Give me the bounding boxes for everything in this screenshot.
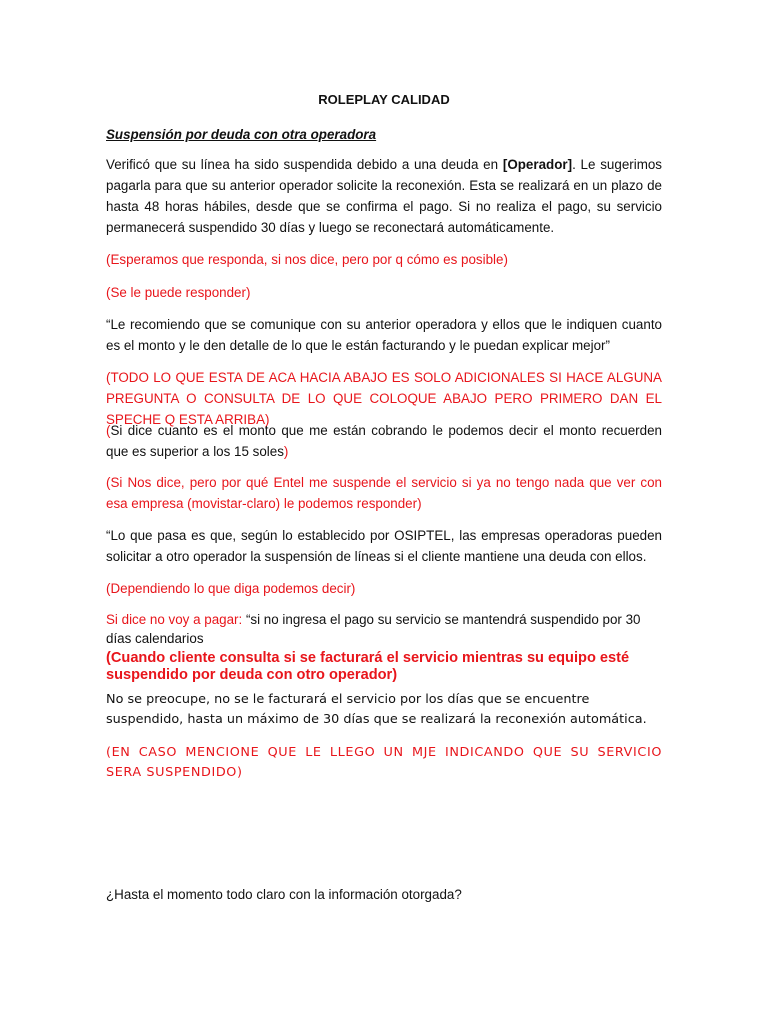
paragraph-intro-text-b: . Le sugerimos pagarla para que su anterior operador solicite la reconexión. Esta se realizará en un plazo de hasta 48 horas hábiles, desde que se confirma el pago. Si no realiza el pago, su servicio permanecerá suspendido 30 días y luego se reconectará automáticamente. bbox=[106, 157, 663, 235]
quote-osiptel: “Lo que pasa es que, según lo establecido por OSIPTEL, las empresas operadoras pueden solicitar a otro operador la suspensión de líneas si el cliente mantiene una deuda con ellos. bbox=[106, 528, 662, 564]
paragraph-amount bbox=[106, 420, 662, 462]
note-message-received: (EN CASO MENCIONE QUE LE LLEGO UN MJE INDICANDO QUE SU SERVICIO SERA SUSPENDIDO) bbox=[106, 745, 662, 780]
paren-close: ) bbox=[283, 444, 289, 459]
note-expected-response: (Esperamos que responda, si nos dice, pero por q cómo es posible) bbox=[106, 252, 508, 267]
paragraph-intro bbox=[106, 154, 662, 238]
note-can-answer: (Se le puede responder) bbox=[106, 285, 251, 300]
document-title: ROLEPLAY CALIDAD bbox=[318, 92, 450, 107]
operator-placeholder: [Operador] bbox=[502, 157, 573, 172]
paren-open: ( bbox=[106, 423, 111, 438]
document-subtitle: Suspensión por deuda con otra operadora bbox=[106, 127, 377, 142]
no-pay-label: Si dice no voy a pagar: bbox=[106, 612, 246, 627]
closing-question: ¿Hasta el momento todo claro con la información otorgada? bbox=[106, 887, 462, 902]
paragraph-no-pay bbox=[106, 610, 662, 648]
note-billing-question: (Cuando cliente consulta si se facturará el servicio mientras su equipo esté suspendido por deuda con otro operador) bbox=[106, 650, 630, 683]
quote-recommendation: “Le recomiendo que se comunique con su anterior operadora y ellos que le indiquen cuanto es el monto y le den detalle de lo que le están facturando y le puedan explicar mejor” bbox=[106, 317, 662, 353]
note-entel-question: (Si Nos dice, pero por qué Entel me suspende el servicio si ya no tengo nada que ver con esa empresa (movistar-claro) le podemos responder) bbox=[106, 475, 662, 511]
paragraph-amount-text: Si dice cuanto es el monto que me están cobrando le podemos decir el monto recuerden que es superior a los 15 soles bbox=[106, 423, 662, 459]
note-additional-info: (TODO LO QUE ESTA DE ACA HACIA ABAJO ES SOLO ADICIONALES SI HACE ALGUNA PREGUNTA O CONSULTA DE LO QUE COLOQUE ABAJO PERO PRIMERO DAN EL SPECHE Q ESTA ARRIBA) bbox=[106, 370, 662, 427]
note-depending: (Dependiendo lo que diga podemos decir) bbox=[106, 581, 356, 596]
no-pay-text: “si no ingresa el pago su servicio se mantendrá suspendido por 30 días calendarios bbox=[106, 612, 641, 646]
paragraph-no-billing: No se preocupe, no se le facturará el servicio por los días que se encuentre suspendido, hasta un máximo de 30 días que se realizará la reconexión automática. bbox=[106, 692, 647, 727]
paragraph-intro-text-a: Verificó que su línea ha sido suspendida debido a una deuda en bbox=[106, 157, 503, 172]
